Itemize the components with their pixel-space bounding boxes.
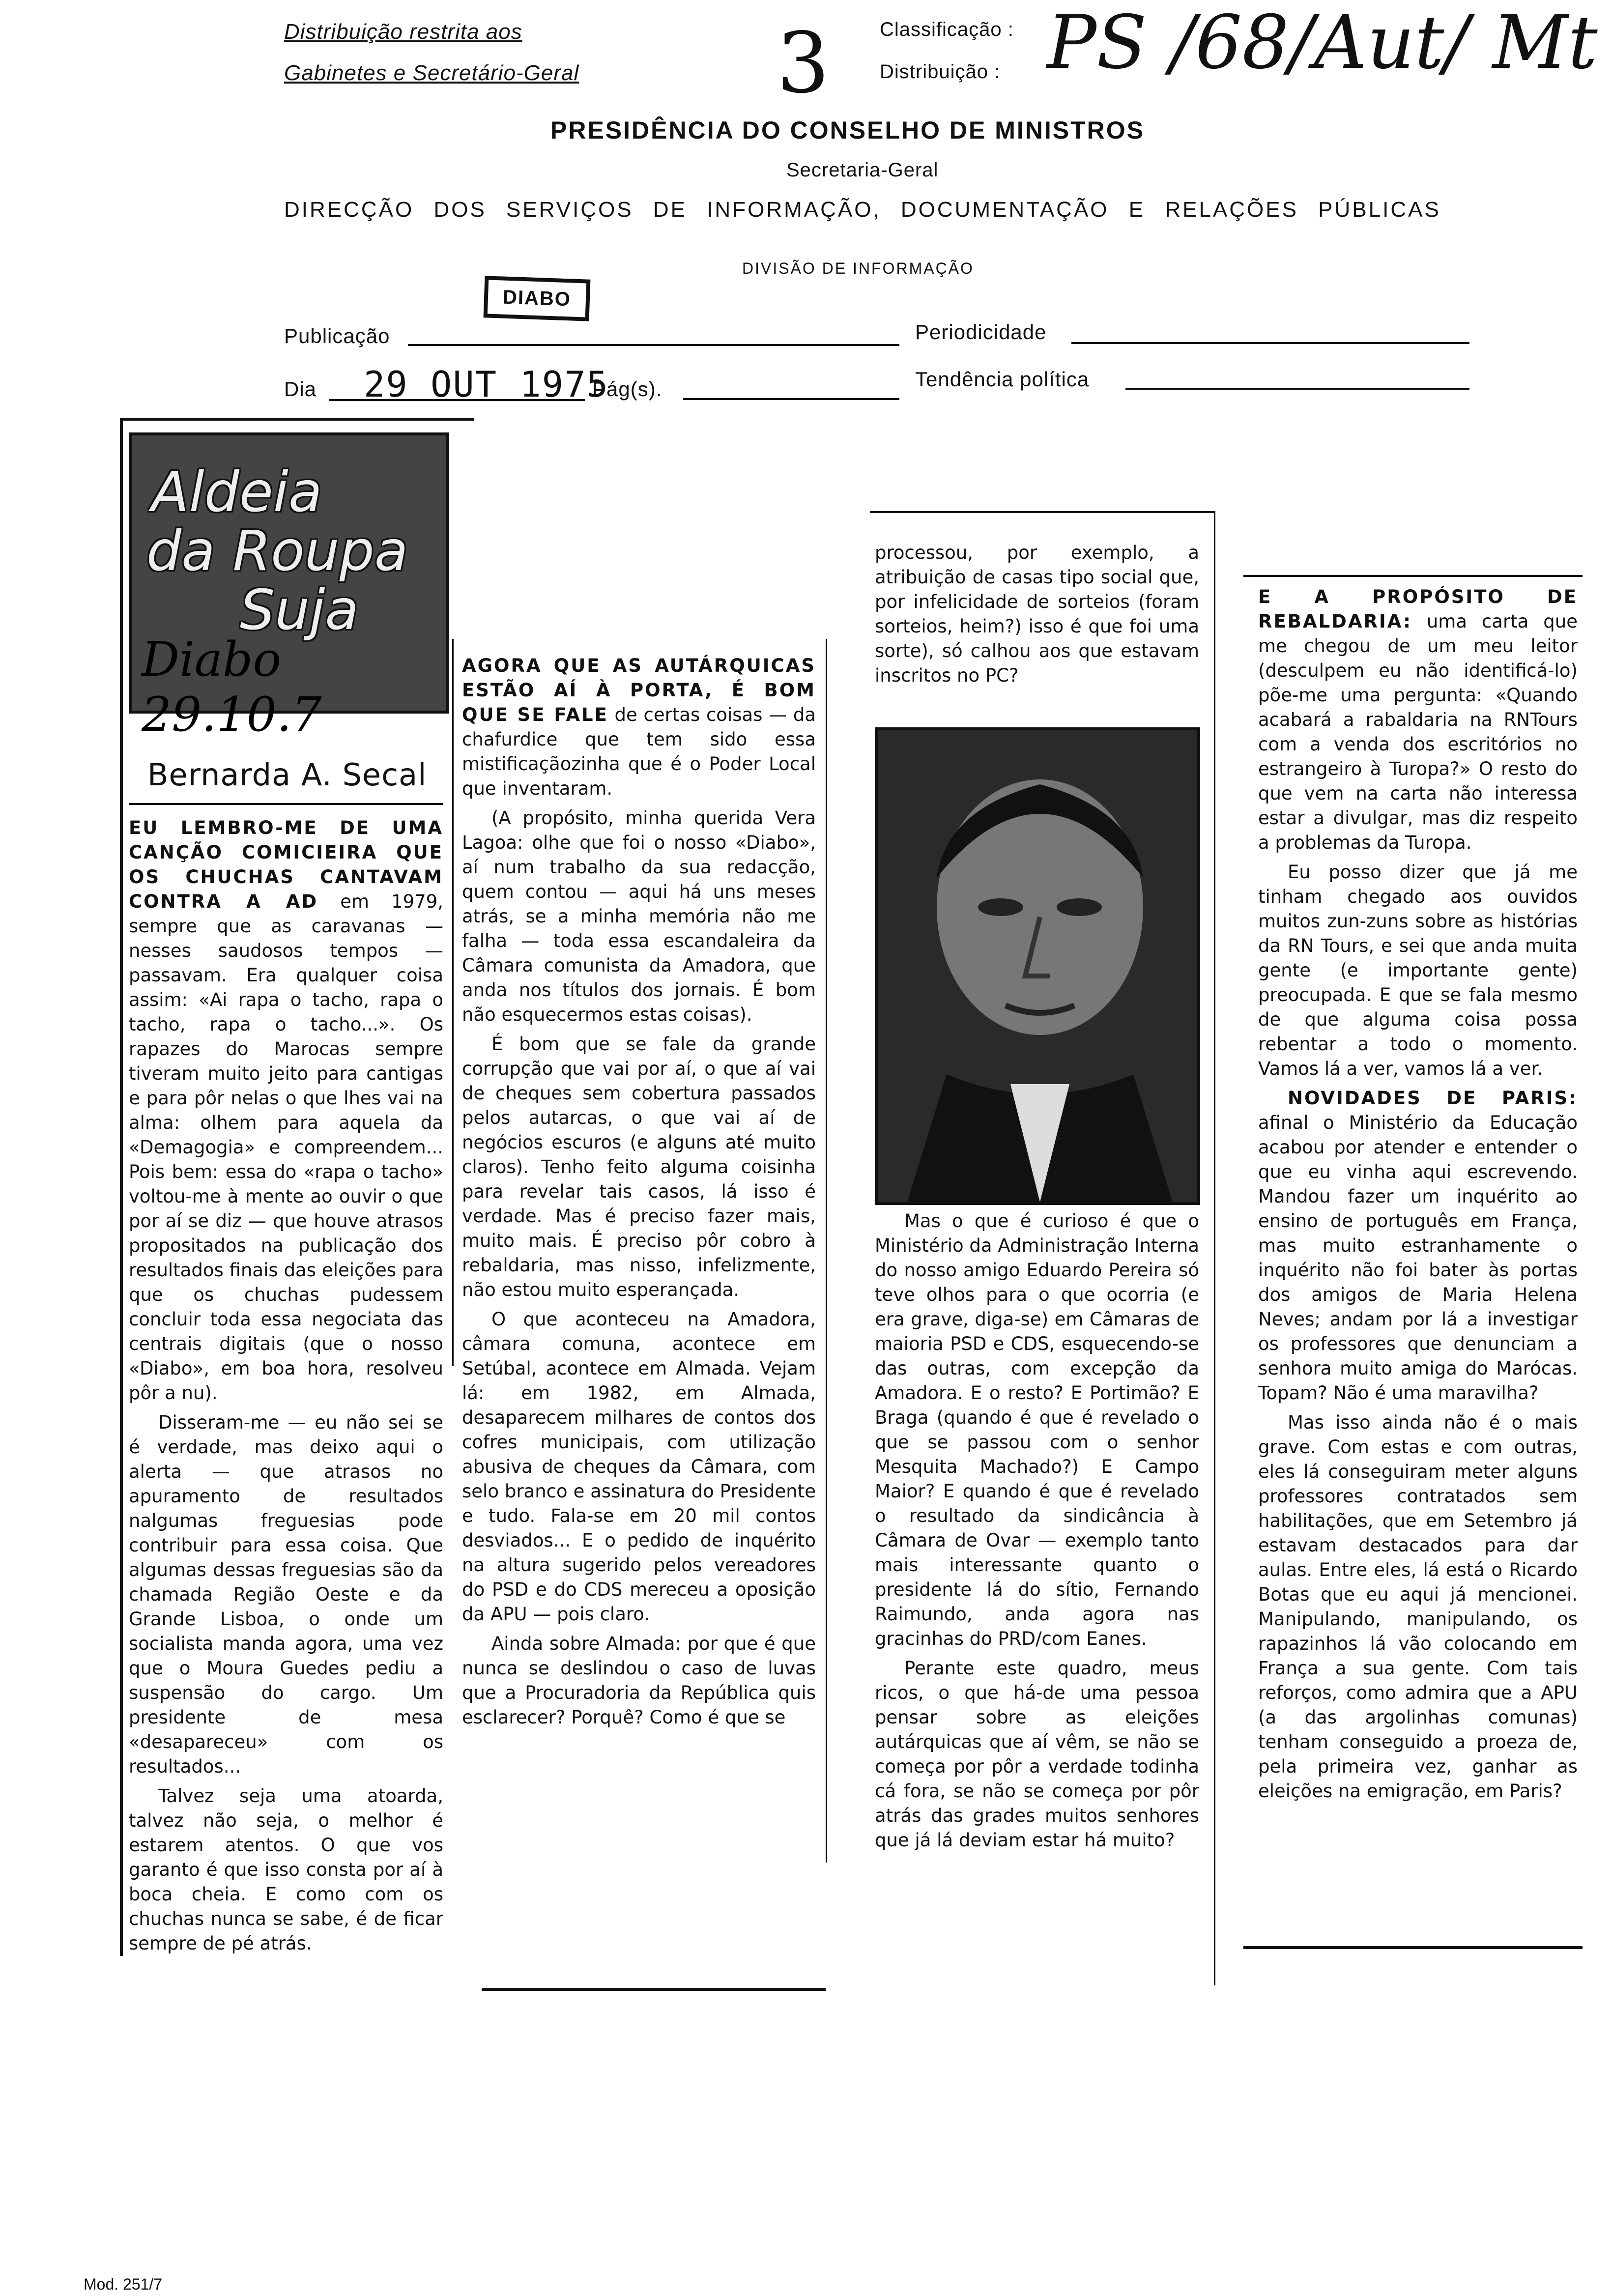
col4-lead-1: E A PROPÓSITO DE REBALDARIA: (1258, 586, 1578, 632)
col3-top-rule (870, 511, 1214, 513)
publicacao-stamp: DIABO (484, 276, 591, 321)
column-1 (129, 816, 443, 1961)
title-line-2: da Roupa (146, 519, 408, 583)
clipping-top-border (120, 418, 474, 421)
tendencia-line (1125, 388, 1469, 390)
handwritten-classification: PS /68/Aut/ Mt (1047, 0, 1598, 86)
dia-value: 29 OUT 1975 (364, 364, 609, 405)
col2-lead: AGORA QUE AS AUTÁRQUICAS ESTÃO AÍ À PORTA, É BOM QUE SE FALE (462, 655, 816, 725)
col1-paragraph-2: Disseram-me — eu não sei se é verdade, mas deixo aqui o alerta — que atrasos no apuramento de resultados nalgumas freguesias pode contribuir para essa coisa. Que algumas dessas freguesias são da chamada Região Oeste e da Grande Lisboa, o onde um socialista manda agora, uma vez que o Moura Guedes pediu a suspensão do cargo. Um presidente de mesa «desapareceu» com os resultados... (129, 1412, 443, 1777)
article-title-box (129, 432, 449, 742)
col4-paragraph-1 (1258, 585, 1578, 855)
col3-top-text: processou, por exemplo, a atribuição de casas tipo social que, por infelicidade de sorteios (foram sorteios, heim?) isso é que foi uma sorte), só calhou aos que estavam inscritos no PC? (875, 542, 1199, 686)
col1-paragraph-3: Talvez seja uma atoarda, talvez não seja, o melhor é estarem atentos. O que vos garanto é que isso consta por aí à boca cheia. E como com os chuchas nunca se sabe, é de ficar sempre de pé atrás. (129, 1785, 443, 1954)
direccao-title: DIRECÇÃO DOS SERVIÇOS DE INFORMAÇÃO, DOCUMENTAÇÃO E RELAÇÕES PÚBLICAS (284, 198, 1441, 222)
col4-paragraph-2: Eu posso dizer que já me tinham chegado aos ouvidos muitos zun-zuns sobre as histórias da RN Tours, e sei que anda muita gente (e importante gente) preocupada. E que se fala mesmo de que alguma coisa possa rebentar a todo o momento. Vamos lá a ver, vamos lá a ver. (1258, 861, 1578, 1079)
col3-paragraph-2: Perante este quadro, meus ricos, o que há-de uma pessoa pensar sobre as eleições autárquicas que aí vêm, se não se começa por pôr a verdade todinha cá fora, se não se começa por pôr atrás das grades muitos senhores que já lá deviam estar há muito? (875, 1658, 1199, 1851)
col2-bottom-rule (482, 1988, 826, 1991)
presidencia-title: PRESIDÊNCIA DO CONSELHO DE MINISTROS (550, 116, 1145, 144)
column-3-top (875, 541, 1199, 693)
portrait-photo (875, 727, 1200, 1205)
handwritten-number: 3 (777, 15, 830, 112)
title-line-3: Suja (240, 578, 359, 642)
col4-text-3: afinal o Ministério da Educação acabou por atender e entender o que eu vinha aqui escrevendo. Mandou fazer um inquérito ao ensino de português em França, mas muito estranhamente o inquérito não foi bater às portas dos amigos de Maria Helena Neves; andam por lá a investigar os professores que denunciam a senhora muito amiga do Marócas. Topam? Não é uma maravilha? (1258, 1112, 1578, 1404)
title-line-1: Aldeia (151, 460, 322, 524)
col2-paragraph-4: O que aconteceu na Amadora, câmara comuna, acontece em Setúbal, acontece em Almada. Vejam lá: em 1982, em Almada, desaparecem milhares de contos dos cofres municipais, com utilização abusiva de cheques da Câmara, com selo branco e assinatura do Presidente e tudo. Fala-se em 20 mil contos desviados... E o pedido de inquérito na altura sugerido pelos vereadores do PSD e do CDS mereceu a oposição da APU — pois claro. (462, 1309, 816, 1625)
col4-bottom-rule (1243, 1946, 1583, 1949)
distribution-note-line2: Gabinetes e Secretário-Geral (284, 61, 579, 85)
distribution-note-line1: Distribuição restrita aos (284, 20, 522, 44)
col4-paragraph-4: Mas isso ainda não é o mais grave. Com estas e com outras, eles lá conseguiram meter alguns professores contratados sem habilitações, que em Setembro já estavam destacados para dar aulas. Entre eles, lá está o Ricardo Botas que eu aqui já mencionei. Manipulando, manipulando, os rapazinhos lá vão colocando em França a sua gente. Com tais reforços, como admira que a APU (a das argolinhas comunas) tenham conseguido a proeza de, pela primeira vez, ganhar as eleições na emigração, em Paris? (1258, 1412, 1578, 1802)
pags-label: Pág(s). (592, 377, 662, 401)
publicacao-label: Publicação (284, 324, 390, 347)
col1-lead: EU LEMBRO-ME DE UMA CANÇÃO COMICIEIRA QUE OS CHUCHAS CANTAVAM CONTRA A AD (129, 817, 443, 912)
col2-paragraph-1 (462, 654, 816, 801)
tendencia-label: Tendência política (915, 368, 1090, 391)
publicacao-line (408, 344, 899, 346)
periodicidade-line (1071, 342, 1469, 344)
dia-line (329, 399, 585, 401)
col2-paragraph-3: É bom que se fale da grande corrupção que vai por aí, o que aí vai de cheques sem cobertura passados pelos autarcas, o que vai aí de negócios escuros (e alguns até muito claros). Tenho feito alguma coisinha para revelar tais casos, lá isso é verdade. Mas é preciso fazer mais, muito mais. É preciso pôr cobro à rebaldaria, mas nisso, infelizmente, não estou muito esperançada. (462, 1033, 816, 1300)
col4-lead-2: NOVIDADES DE PARIS: (1288, 1088, 1578, 1109)
col1-text-1: em 1979, sempre que as caravanas — nesses saudosos tempos — passavam. Era qualquer coisa assim: «Ai rapa o tacho, rapa o tacho, rapa o tacho...». Os rapazes do Marocas sempre tiveram muito jeito para cantigas e para pôr nelas o que lhes vai na alma: olhem para aquela da «Demagogia» e compreendem... Pois bem: essa do «rapa o tacho» voltou-me à mente ao ouvir o que por aí se diz — que houve atrasos propositados na publicação dos resultados finais das eleições para que os chuchas pudessem concluir toda essa negociata das centrais digitais (que o nosso «Diabo», em boa hora, resolveu pôr a nu). (129, 891, 444, 1404)
col1-paragraph-1 (129, 816, 443, 1406)
col4-text-1: uma carta que me chegou de um meu leitor (desculpem eu não identificá-lo) põe-me uma pergunta: «Quando acabará a rabaldaria na RNTours com a venda dos escritórios no estrangeiro à Turopa?» O resto do que vem na carta não interessa estar a divulgar, mas diz respeito a problemas da Turopa. (1258, 611, 1578, 853)
form-code: Mod. 251/7 (84, 2275, 163, 2293)
col2-text-1: de certas coisas — da chafurdice que tem sido essa mistificaçãozinha que é o Poder Local que inventaram. (462, 704, 816, 799)
pags-line (683, 398, 899, 400)
col4-top-rule (1243, 575, 1583, 577)
handwritten-date: Diabo 29.10.7 (142, 632, 322, 742)
dia-label: Dia (284, 377, 317, 401)
col2-paragraph-5: Ainda sobre Almada: por que é que nunca se deslindou o caso de luvas que a Procuradoria da República quis esclarecer? Porquê? Como é que se (462, 1633, 816, 1728)
column-4 (1258, 585, 1578, 1808)
col3-right-rule (1214, 511, 1215, 1985)
periodicidade-label: Periodicidade (915, 320, 1047, 344)
col2-right-rule (826, 639, 827, 1863)
classificacao-label: Classificação : (880, 19, 1014, 40)
col4-paragraph-3 (1258, 1086, 1578, 1406)
column-2 (462, 654, 816, 1735)
clipping-left-border (120, 418, 123, 1956)
col2-left-rule (452, 639, 454, 1366)
distribuicao-label: Distribuição : (880, 61, 1001, 83)
byline-rule (129, 803, 443, 805)
col3-paragraph-1: Mas o que é curioso é que o Ministério da Administração Interna do nosso amigo Eduardo Pereira só teve olhos para o que ocorria (e era grave, diga-se) em Câmaras de maioria PSD e CDS, esquecendo-se das outras, com excepção da Amadora. E o resto? E Portimão? E Braga (quando é que é revelado o que se passou com o senhor Mesquita Machado?) E Campo Maior? E quando é que é revelado o resultado da sindicância à Câmara de Ovar — exemplo tanto mais interessante quanto o presidente lá do sítio, Fernando Raimundo, anda agora nas gracinhas do PRD/com Eanes. (875, 1210, 1199, 1649)
secretaria-geral: Secretaria-Geral (786, 159, 939, 181)
col2-paragraph-2: (A propósito, minha querida Vera Lagoa: olhe que foi o nosso «Diabo», aí num trabalho da sua redacção, quem contou — aqui há uns meses atrás, se a minha memória não me falha — toda essa escandaleira da Câmara comunista da Amadora, que anda nos títulos dos jornais. É bom não esquecermos estas coisas). (462, 807, 816, 1025)
divisao-title: DIVISÃO DE INFORMAÇÃO (742, 259, 974, 277)
portrait-figure (878, 730, 1197, 1202)
article-byline: Bernarda A. Secal (147, 757, 427, 793)
column-3-bottom (875, 1209, 1199, 1858)
